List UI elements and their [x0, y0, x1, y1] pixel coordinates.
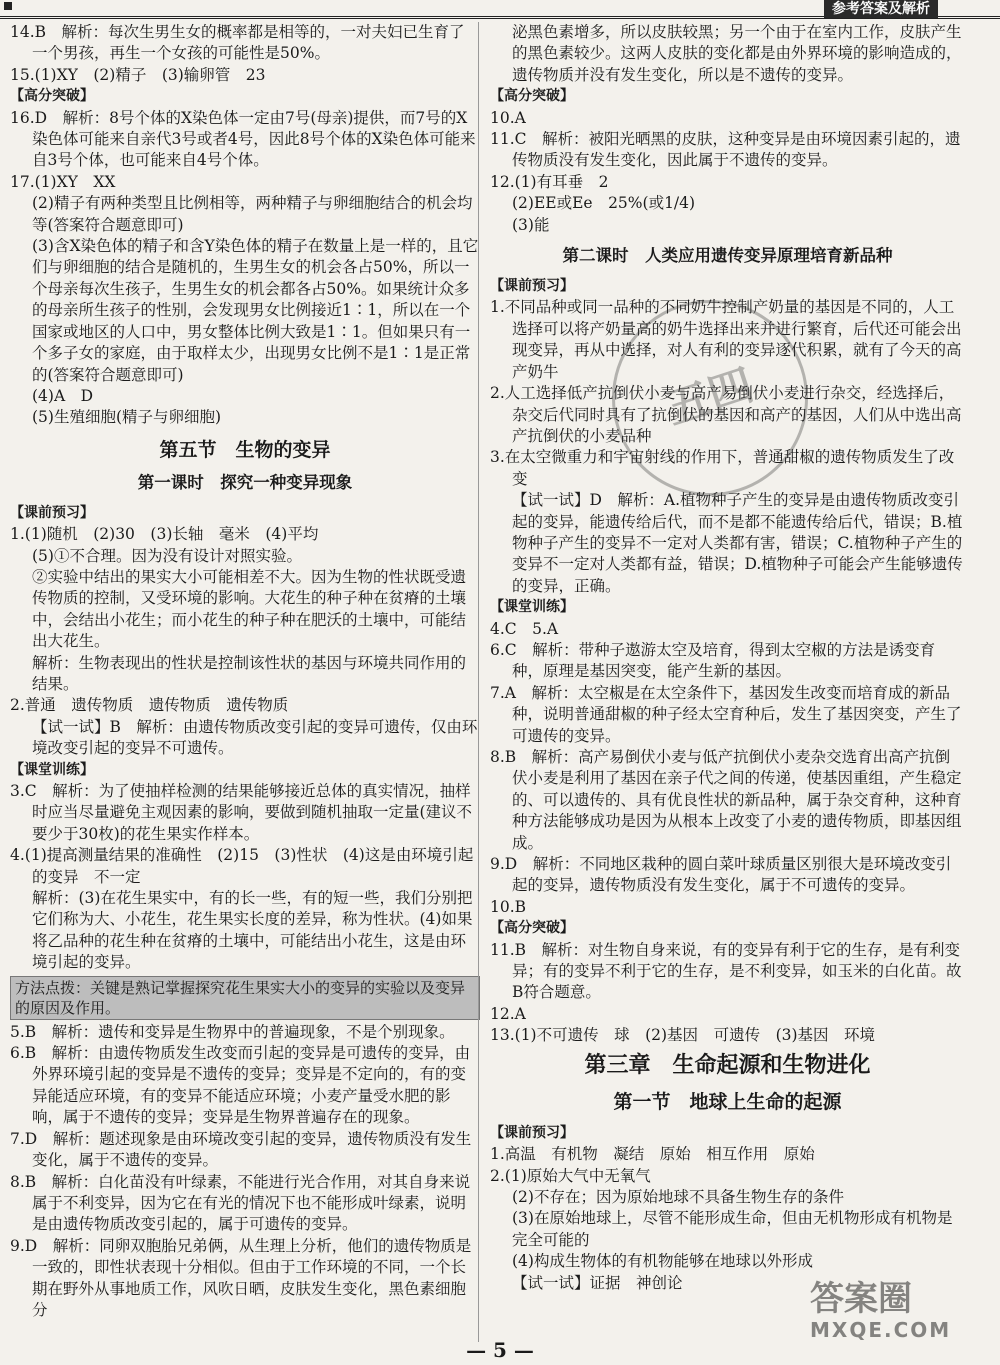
answer-subitem: ②实验中结出的果实大小可能相差不大。因为生物的性状既受遗传物质的控制，又受环境的影响。大花生的种子种在贫瘠的土壤中，会结出小花生；而小花生的种子种在肥沃的土壤中，可能结出大花生。 [32, 567, 467, 651]
answer-item: 8.B 解析：高产易倒伏小麦与低产抗倒伏小麦杂交选育出高产抗倒伏小麦是利用了基因在亲子代之间的传递，使基因重组，产生稳定的、可以遗传的、具有优良性状的新品种，属于杂交育种，这种育种方法能够成功是因为从根本上改变了小麦的遗传物质，即基因组成。 [490, 748, 962, 852]
section-label: 【课堂训练】 [490, 599, 574, 616]
section-label: 【高分突破】 [490, 88, 574, 105]
answer-item: 11.B 解析：对生物自身来说，有的变异有利于它的生存，是有利变异；有的变异不利于它的生存，是不利变异，如玉米的白化苗。故B符合题意。 [490, 940, 962, 1002]
chapter-heading: 第三章 生命起源和生物进化 [584, 1052, 871, 1078]
answer-subitem: (5)生殖细胞(精子与卵细胞) [32, 408, 222, 427]
answer-subitem: (2)EE或Ee 25%(或1/4) [512, 194, 696, 213]
answer-item: 10.A [490, 108, 526, 127]
section-label: 【课前预习】 [490, 278, 574, 295]
answer-subitem: 泌黑色素增多，所以皮肤较黑；另一个由于在室内工作，皮肤产生的黑色素较少。这两人皮肤的变化都是由外界环境的影响造成的，遗传物质并没有发生变化，所以是不遗传的变异。 [512, 23, 962, 84]
answer-item: 15.(1)XY (2)精子 (3)输卵管 23 [10, 65, 266, 84]
answer-item: 2.(1)原始大气中无氧气 [490, 1166, 651, 1185]
section-heading: 第五节 生物的变异 [159, 438, 331, 461]
lesson-heading: 第二课时 人类应用遗传变异原理培育新品种 [562, 246, 893, 266]
answer-item: 6.B 解析：由遗传物质发生改变而引起的变异是可遗传的变异，由外界环境引起的变异是不遗传的变异；变异是不定向的，有的变异能适应环境，有的变异不能适应环境；小麦产量受水肥的影响，属于不遗传的变异；变异是生物界普遍存在的现象。 [10, 1044, 471, 1127]
section-label: 【高分突破】 [10, 88, 94, 105]
answer-subitem: (2)精子有两种类型且比例相等，两种精子与卵细胞结合的机会均等(答案符合题意即可) [32, 194, 473, 234]
answer-item: 4.C 5.A [490, 619, 559, 638]
section-label: 【高分突破】 [490, 920, 574, 937]
answer-item: 16.D 解析：8号个体的X染色体一定由7号(母亲)提供，而7号的X染色体可能来自亲代3号或者4号，因此8号个体的X染色体可能来自3号个体，也可能来自4号个体。 [10, 108, 476, 170]
answer-subitem: (4)构成生物体的有机物能够在地球以外形成 [512, 1252, 813, 1271]
page-number: — 5 — [466, 1338, 534, 1362]
answer-item: 12.A [490, 1004, 526, 1023]
lesson-heading: 第一课时 探究一种变异现象 [137, 472, 353, 492]
answer-subitem: (4)A D [32, 386, 94, 405]
answer-item: 13.(1)不可遗传 球 (2)基因 可遗传 (3)基因 环境 [490, 1026, 876, 1045]
header-tag: 参考答案及解析 [824, 0, 938, 18]
answer-subitem: 解析：生物表现出的性状是控制该性状的基因与环境共同作用的结果。 [32, 653, 467, 693]
left-column [10, 22, 480, 1321]
answer-item: 5.B 解析：遗传和变异是生物界中的普遍现象，不是个别现象。 [10, 1022, 455, 1041]
answer-item: 2.普通 遗传物质 遗传物质 遗传物质 [10, 696, 289, 715]
answer-subitem: (2)不存在；因为原始地球不具备生物生存的条件 [512, 1187, 844, 1206]
section-label: 【课前预习】 [490, 1124, 574, 1141]
column-divider [478, 22, 479, 1342]
answer-subitem: (3)在原始地球上，尽管不能形成生命，但由无机物形成有机物是完全可能的 [512, 1209, 953, 1249]
watermark-url: MXQE.COM [810, 1318, 952, 1342]
answer-item: 7.A 解析：太空椒是在太空条件下，基因发生改变而培育成的新品种，说明普通甜椒的种子经太空育种后，发生了基因突变，产生了可遗传的变异。 [490, 683, 962, 745]
watermark-logo-text: 答案圈 [810, 1279, 912, 1319]
answer-subitem: (3)含X染色体的精子和含Y染色体的精子在数量上是一样的，且它们与卵细胞的结合是随机的，生男生女的机会各占50%，所以一个母亲每次生孩子，生男生女的机会都各占50%。如果统计众多的母亲所生孩子的性别，会发现男女比例接近1∶1，所以在一个国家或地区的人口中，男女整体比例大致是1∶1。但如果只有一个多子女的家庭，由于取样太少，出现男女比例不是1∶1是正常的(答案符合题意即可) [32, 237, 479, 384]
answer-subitem: (3)能 [512, 215, 550, 234]
answer-item: 6.C 解析：带种子遨游太空及培育，得到太空椒的方法是诱变育种，原理是基因突变，能产生新的基因。 [490, 640, 936, 681]
section-label: 【课堂训练】 [10, 761, 94, 778]
answer-item: 12.(1)有耳垂 2 [490, 172, 609, 191]
answer-item: 9.D 解析：不同地区栽种的圆白菜叶球质量区别很大是环境改变引起的变异，遗传物质没有发生变化，属于不可遗传的变异。 [490, 855, 952, 895]
answer-item: 14.B 解析：每次生男生女的概率都是相等的，一对夫妇已生育了一个男孩，再生一个女孩的可能性是50%。 [10, 23, 465, 63]
section-heading: 第一节 地球上生命的起源 [613, 1090, 842, 1113]
answer-item: 2.人工选择低产抗倒伏小麦与高产易倒伏小麦进行杂交，经选择后，杂交后代同时具有了抗倒伏的基因和高产的基因，人们从中选出高产抗倒伏的小麦品种 [490, 384, 962, 445]
corner-mark [4, 2, 12, 10]
section-label: 【课前预习】 [10, 504, 94, 521]
right-column [490, 22, 965, 1294]
method-tip-box: 方法点拨：关键是熟记掌握探究花生果实大小的变异的实验以及变异的原因及作用。 [10, 976, 480, 1020]
answer-item: 9.D 解析：同卵双胞胎兄弟俩，从生理上分析，他们的遗传物质是一致的，即性状表现十分相似。但由于工作环境的不同，一个长期在野外从事地质工作，风吹日晒，皮肤发生变化，黑色素细胞分 [10, 1236, 472, 1319]
answer-item: 1.高温 有机物 凝结 原始 相互作用 原始 [490, 1145, 815, 1164]
answer-subitem: 【试一试】D 解析：A.植物种子产生的变异是由遗传物质改变引起的变异，能遗传给后代，而不是都不能遗传给后代，错误；B.植物种子产生的变异不一定对人类都有害，错误；C.植物种子产生的变异不一定对人类都有益，错误；D.植物种子可能会产生能够遗传的变异，正确。 [512, 491, 963, 595]
answer-item: 11.C 解析：被阳光晒黑的皮肤，这种变异是由环境因素引起的，遗传物质没有发生变化，因此属于不遗传的变异。 [490, 130, 961, 170]
answer-item: 7.D 解析：题述现象是由环境改变引起的变异，遗传物质没有发生变化，属于不遗传的变异。 [10, 1129, 472, 1170]
answer-subitem: 【试一试】B 解析：由遗传物质改变引起的变异可遗传，仅由环境改变引起的变异不可遗传。 [32, 717, 478, 758]
stamp-text: 五四 [660, 359, 760, 436]
answer-item: 17.(1)XY XX [10, 172, 116, 191]
answer-item: 1.不同品种或同一品种的不同奶牛控制产奶量的基因是不同的，人工选择可以将产奶量高的奶牛选择出来并进行繁育，后代还可能会出现变异，再从中选择，对人有利的变异逐代积累，就有了今天的高产奶牛 [490, 298, 962, 381]
answer-item: 10.B [490, 897, 527, 916]
answer-item: 3.C 解析：为了使抽样检测的结果能够接近总体的真实情况，抽样时应当尽量避免主观因素的影响，要做到随机抽取一定量(建议不要少于30枚)的花生果实作样本。 [10, 782, 473, 843]
answer-subitem: 解析：(3)在花生果实中，有的长一些，有的短一些，我们分别把它们称为大、小花生，花生果实长度的差异，称为性状。(4)如果将乙品种的花生种在贫瘠的土壤中，可能结出小花生，这是由环境引起的变异。 [32, 889, 473, 972]
answer-item: 4.(1)提高测量结果的准确性 (2)15 (3)性状 (4)这是由环境引起的变异 不一定 [10, 846, 474, 886]
answer-item: 1.(1)随机 (2)30 (3)长轴 毫米 (4)平均 [10, 525, 319, 544]
answer-item: 3.在太空微重力和宇宙射线的作用下，普通甜椒的遗传物质发生了改变 [490, 448, 955, 488]
answer-item: 8.B 解析：白化苗没有叶绿素，不能进行光合作用，对其自身来说属于不利变异，因为它在有光的情况下也不能形成叶绿素，说明是由遗传物质改变引起的，属于可遗传的变异。 [10, 1172, 471, 1234]
answer-subitem: (5)①不合理。因为没有设计对照实验。 [32, 546, 302, 565]
answer-subitem: 【试一试】证据 神创论 [512, 1273, 683, 1292]
